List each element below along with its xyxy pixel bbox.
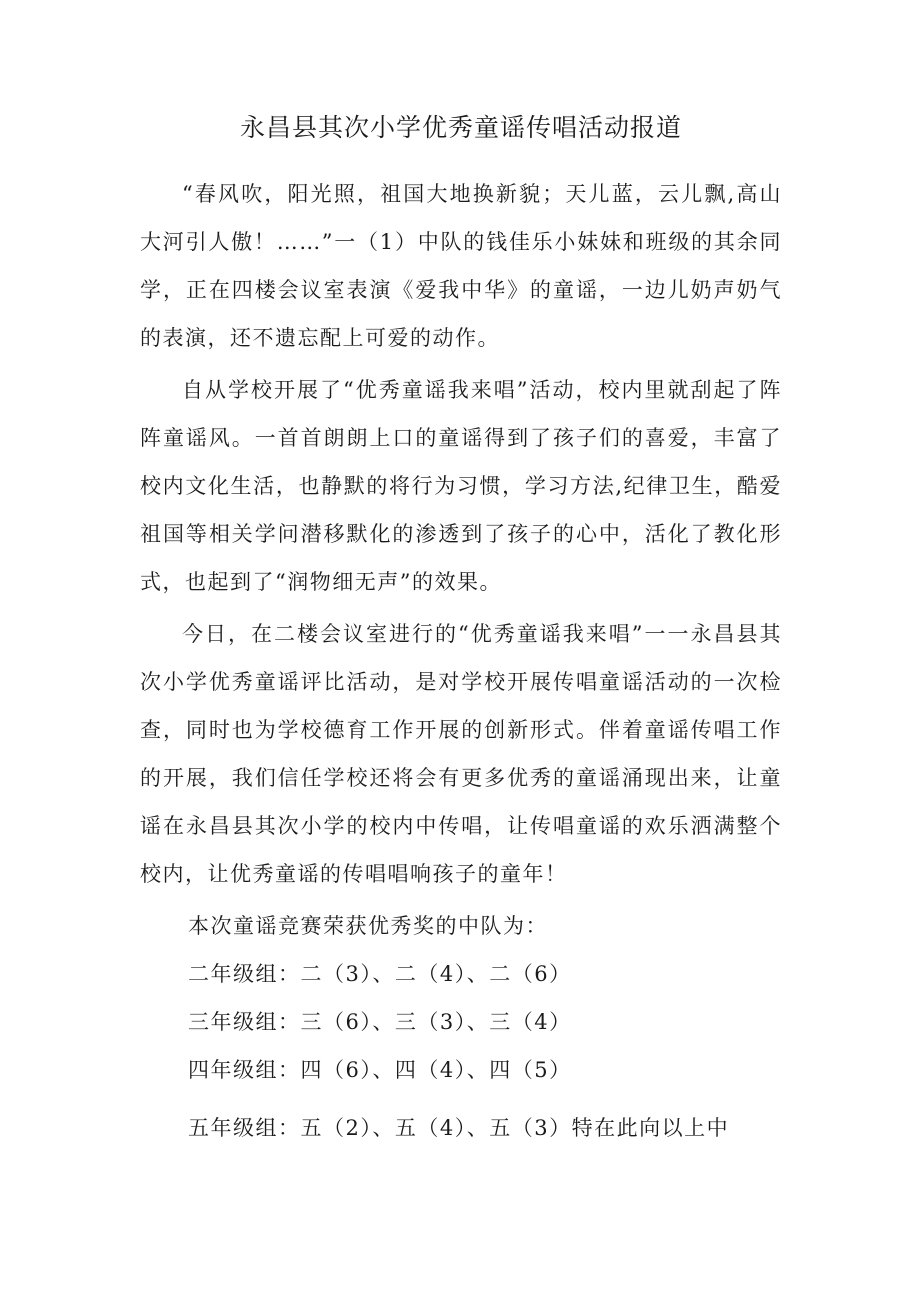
award-classes: 二（3）、二（4）、二（6） — [300, 962, 572, 986]
award-line-grade-5 — [140, 1104, 782, 1152]
awards-intro: 本次童谣竞赛荣获优秀奖的中队为： — [188, 914, 548, 938]
paragraph-2: 自从学校开展了“优秀童谣我来唱”活动，校内里就刮起了阵阵童谣风。一首首朗朗上口的童谣得到了孩子们的喜爱，丰富了校内文化生活，也静默的将行为习惯，学习方法,纪律卫生，酷爱祖国等相关学问潜移默化的渗透到了孩子的心中，活化了教化形式，也起到了“润物细无声”的效果。 — [140, 378, 782, 594]
award-classes: 四（6）、四（4）、四（5） — [300, 1058, 572, 1082]
award-classes: 三（6）、三（3）、三（4） — [300, 1010, 572, 1034]
award-line-grade-4 — [140, 1046, 782, 1094]
document-page — [140, 108, 782, 1152]
award-label: 二年级组： — [188, 962, 301, 986]
award-classes: 五（2）、五（4）、五（3）特在此向以上中 — [300, 1116, 730, 1140]
award-label: 三年级组： — [188, 1010, 301, 1034]
award-label: 四年级组： — [188, 1058, 301, 1082]
paragraph-1: “春风吹，阳光照，祖国大地换新貌；天儿蓝，云儿飘,高山大河引人傲！……”一（1）中队的钱佳乐小妹妹和班级的其余同学，正在四楼会议室表演《爱我中华》的童谣，一边儿奶声奶气的表演，还不遗忘配上可爱的动作。 — [140, 182, 782, 350]
award-label: 五年级组： — [188, 1116, 301, 1140]
document-title: 永昌县其次小学优秀童谣传唱活动报道 — [239, 113, 682, 142]
award-line-grade-3 — [140, 998, 782, 1046]
award-line-grade-2 — [140, 950, 782, 998]
paragraph-3: 今日，在二楼会议室进行的“优秀童谣我来唱”一一永昌县其次小学优秀童谣评比活动，是对学校开展传唱童谣活动的一次检查，同时也为学校德育工作开展的创新形式。伴着童谣传唱工作的开展，我们信任学校还将会有更多优秀的童谣涌现出来，让童谣在永昌县其次小学的校内中传唱，让传唱童谣的欢乐洒满整个校内，让优秀童谣的传唱唱响孩子的童年！ — [140, 622, 782, 886]
